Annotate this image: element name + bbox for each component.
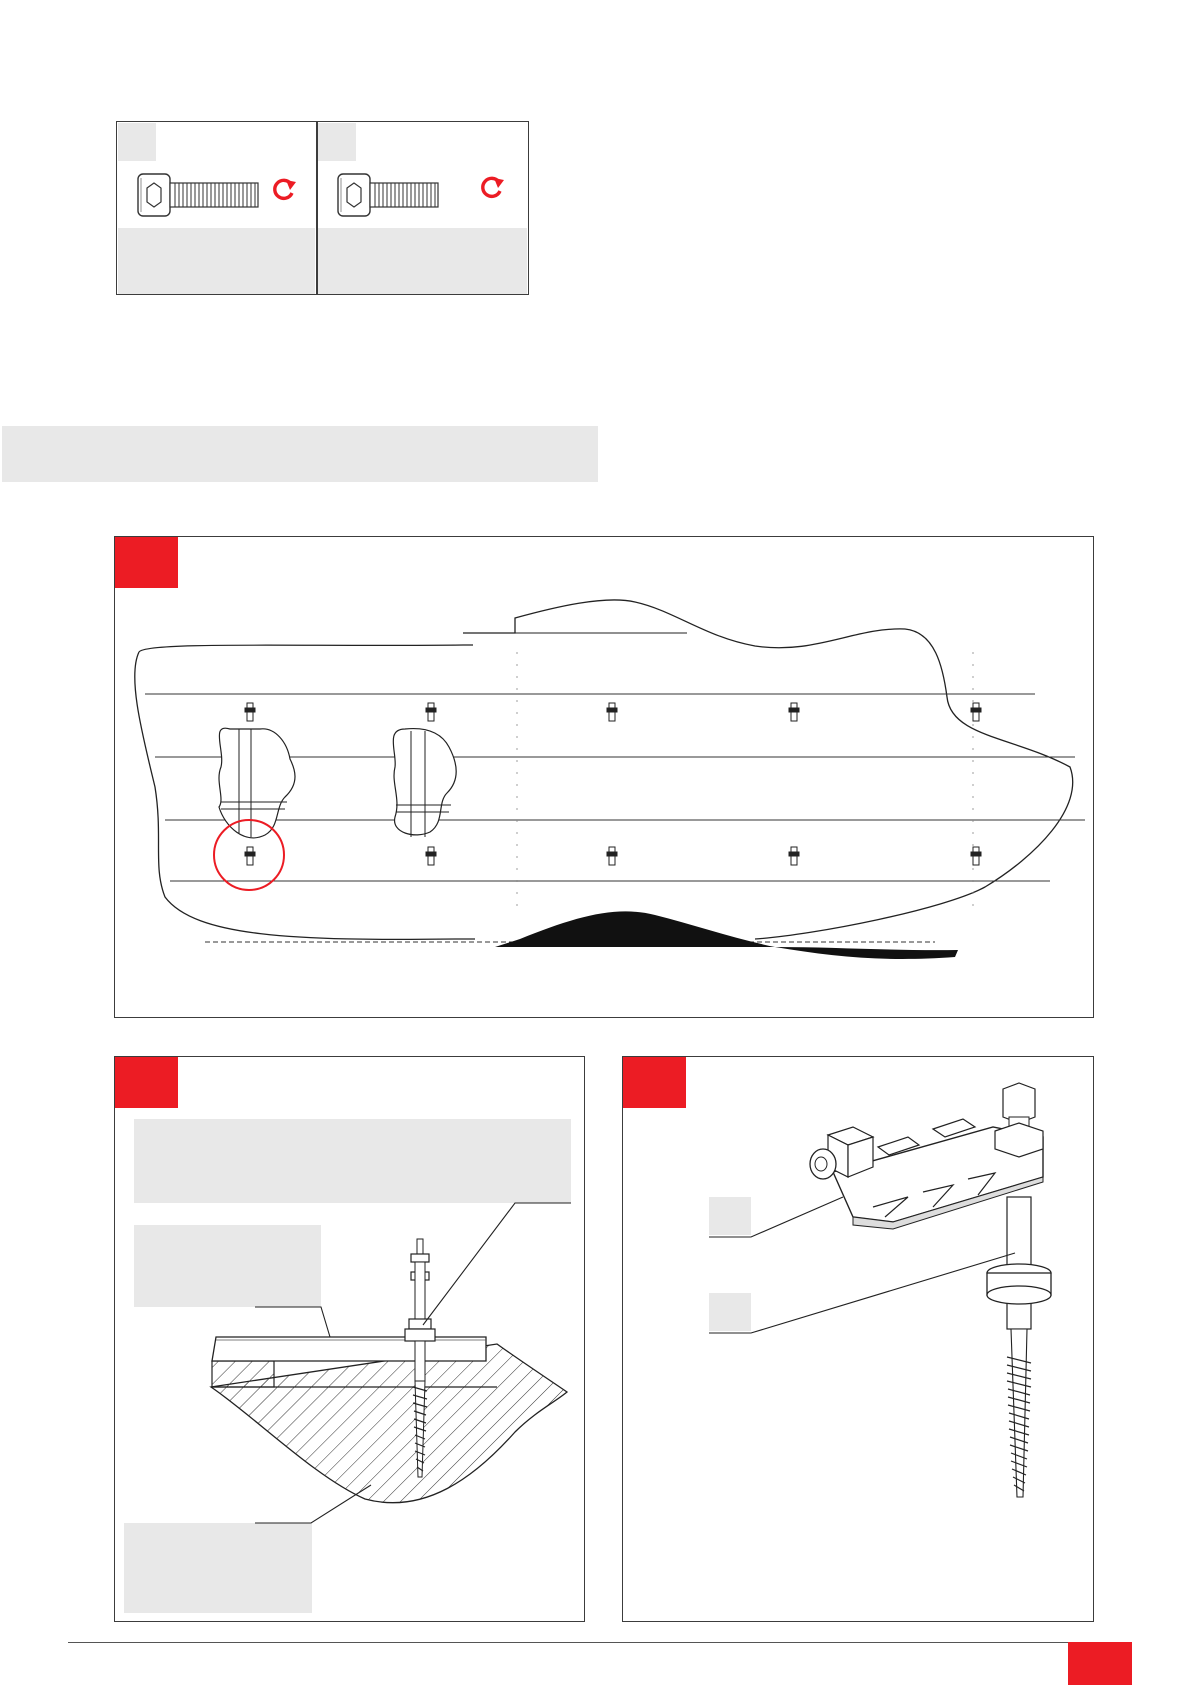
bracket-drawing — [623, 1057, 1095, 1623]
socket-head-bolt-icon — [137, 172, 267, 220]
step-panel-2 — [114, 1056, 585, 1622]
cell-tag-1 — [118, 123, 156, 161]
footer-rule — [68, 1642, 1132, 1643]
clockwise-rotate-icon — [477, 174, 505, 202]
cell-caption-1 — [118, 228, 315, 294]
clockwise-rotate-icon — [269, 176, 297, 204]
section-heading-bar — [2, 426, 598, 482]
step-panel-3 — [622, 1056, 1094, 1622]
cell-tag-2 — [318, 123, 356, 161]
socket-head-bolt-icon — [337, 172, 447, 220]
torque-table — [116, 121, 529, 295]
cell-caption-2 — [318, 228, 527, 294]
section-drawing — [115, 1057, 586, 1623]
page-number-badge — [1068, 1642, 1132, 1685]
roof-plan-drawing — [115, 537, 1095, 1019]
step-panel-1 — [114, 536, 1094, 1018]
